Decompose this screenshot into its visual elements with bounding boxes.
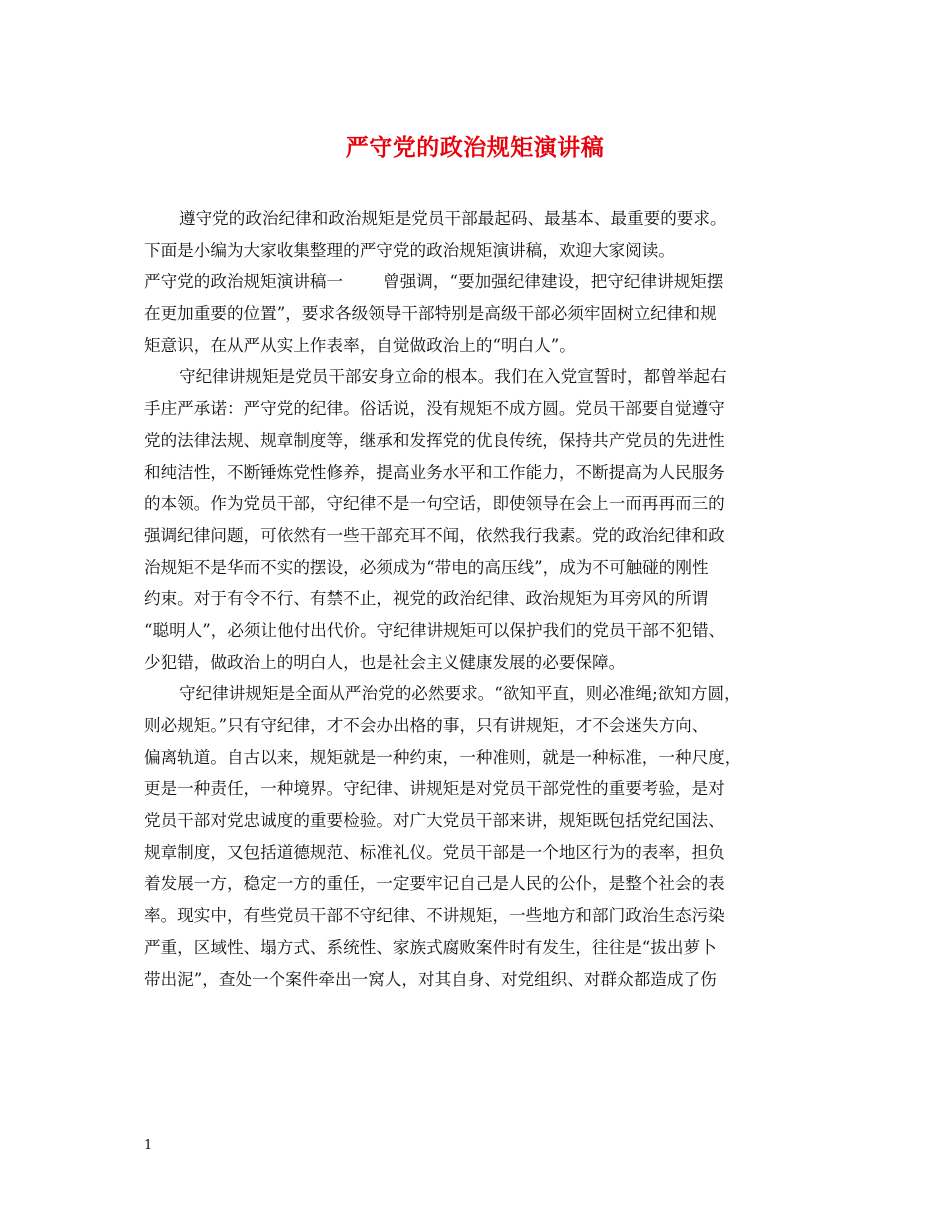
paragraph-4-line-9: 严重，区域性、塌方式、系统性、家族式腐败案件时有发生，往往是“拔出萝卜: [144, 937, 717, 957]
paragraph-3-line-3: 党的法律法规、规章制度等，继承和发挥党的优良传统，保持共产党员的先进性: [144, 430, 725, 450]
paragraph-3-line-4: 和纯洁性，不断锤炼党性修养，提高业务水平和工作能力，不断提高为人民服务: [144, 462, 725, 482]
paragraph-4-line-3: 偏离轨道。自古以来，规矩就是一种约束，一种准则，就是一种标准，一种尺度，: [144, 747, 742, 767]
paragraph-3-line-2: 手庄严承诺：严守党的纪律。俗话说，没有规矩不成方圆。党员干部要自觉遵守: [144, 399, 725, 419]
paragraph-1-line-2: 下面是小编为大家收集整理的严守党的政治规矩演讲稿，欢迎大家阅读。: [144, 240, 675, 260]
paragraph-2-line-2: 在更加重要的位置”，要求各级领导干部特别是高级干部必须牢固树立纪律和规: [144, 304, 717, 324]
paragraph-4-line-4: 更是一种责任，一种境界。守纪律、讲规矩是对党员干部党性的重要考验，是对: [144, 779, 725, 799]
paragraph-4-line-6: 规章制度，又包括道德规范、标准礼仪。党员干部是一个地区行为的表率，担负: [144, 842, 725, 862]
paragraph-2-line-1: [144, 266, 824, 298]
page-number: 1: [144, 1138, 153, 1153]
paragraph-4-line-7: 着发展一方，稳定一方的重任，一定要牢记自己是人民的公仆，是整个社会的表: [144, 874, 725, 894]
paragraph-4-line-5: 党员干部对党忠诚度的重要检验。对广大党员干部来讲，规矩既包括党纪国法、: [144, 811, 725, 831]
paragraph-4-line-2: 则必规矩。”只有守纪律，才不会办出格的事，只有讲规矩，才不会迷失方向、: [144, 716, 709, 735]
paragraph-3-line-1: 守纪律讲规矩是党员干部安身立命的根本。我们在入党宣誓时，都曾举起右: [179, 367, 727, 387]
paragraph-3-line-9: “聪明人”，必须让他付出代价。守纪律讲规矩可以保护我们的党员干部不犯错、: [144, 620, 726, 640]
paragraph-4-line-1: 守纪律讲规矩是全面从严治党的必然要求。“欲知平直，则必准绳;欲知方圆，: [179, 684, 741, 704]
paragraph-3-line-7: 治规矩不是华而不实的摆设，必须成为“带电的高压线”，成为不可触碰的刚性: [144, 557, 709, 577]
speech-heading: 严守党的政治规矩演讲稿一: [144, 272, 344, 292]
paragraph-3-line-8: 约束。对于有令不行、有禁不止，视党的政治纪律、政治规矩为耳旁风的所谓: [144, 589, 709, 609]
paragraph-2-line-3: 矩意识，在从严从实上作表率，自觉做政治上的“明白人”。: [144, 335, 576, 355]
paragraph-3-line-10: 少犯错，做政治上的明白人，也是社会主义健康发展的必要保障。: [144, 652, 626, 672]
document-body: [144, 203, 824, 995]
paragraph-4-line-10: 带出泥”，查处一个案件牵出一窝人，对其自身、对党组织、对群众都造成了伤: [144, 969, 717, 989]
paragraph-3-line-5: 的本领。作为党员干部，守纪律不是一句空话，即使领导在会上一而再再而三的: [144, 494, 725, 514]
document-title: 严守党的政治规矩演讲稿: [345, 134, 605, 161]
speech-opening: 曾强调，“要加强纪律建设，把守纪律讲规矩摆: [383, 272, 724, 292]
paragraph-3-line-6: 强调纪律问题，可依然有一些干部充耳不闻，依然我行我素。党的政治纪律和政: [144, 525, 725, 545]
paragraph-1-line-1: 遵守党的政治纪律和政治规矩是党员干部最起码、最基本、最重要的要求。: [179, 209, 727, 228]
paragraph-4-line-8: 率。现实中，有些党员干部不守纪律、不讲规矩，一些地方和部门政治生态污染: [144, 906, 725, 926]
